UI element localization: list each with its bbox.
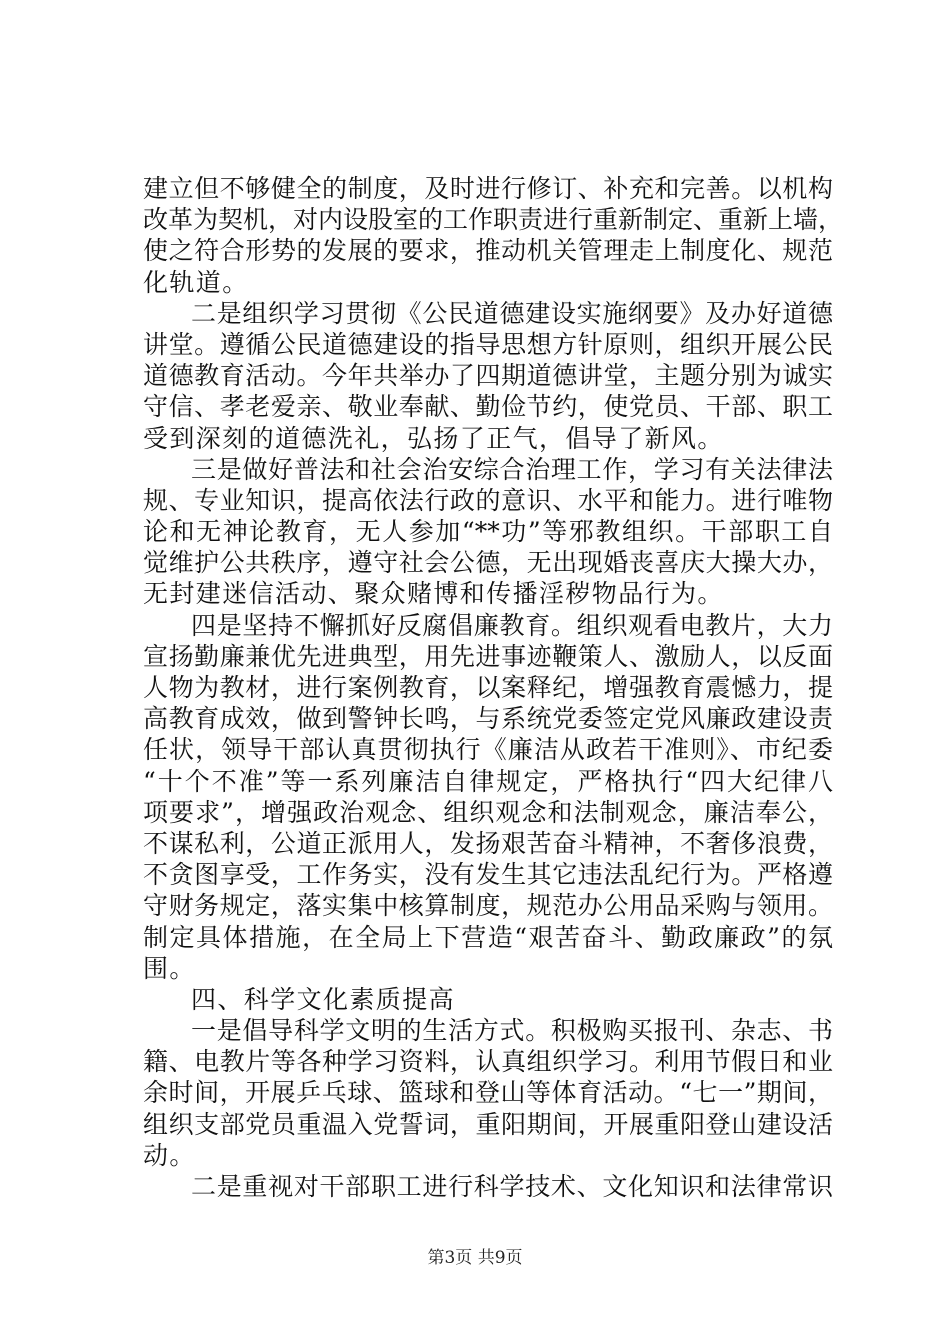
text-line: 论和无神论教育，无人参加“**功”等邪教组织。干部职工自 [143,517,833,547]
text-line: 动。 [143,1140,196,1170]
text-line: 不谋私利，公道正派用人，发扬艰苦奋斗精神，不奢侈浪费， [143,828,833,858]
body-text [143,173,844,1202]
text-line: 改革为契机，对内设股室的工作职责进行重新制定、重新上墙， [143,205,844,235]
text-line: 宣扬勤廉兼优先进典型，用先进事迹鞭策人、激励人，以反面 [143,641,833,671]
text-line: 不贪图享受，工作务实，没有发生其它违法乱纪行为。严格遵 [143,860,833,890]
text-line: 四是坚持不懈抓好反腐倡廉教育。组织观看电教片，大力 [191,610,833,640]
text-line: 觉维护公共秩序，遵守社会公德，无出现婚丧喜庆大操大办， [143,548,833,578]
text-line: 建立但不够健全的制度，及时进行修订、补充和完善。以机构 [143,174,833,203]
text-line: 籍、电教片等各种学习资料，认真组织学习。利用节假日和业 [143,1047,833,1077]
text-line: 围。 [143,953,196,983]
text-line: 人物为教材，进行案例教育，以案释纪，增强教育震憾力，提 [143,673,833,702]
text-line: 高教育成效，做到警钟长鸣，与系统党委签定党风廉政建设责 [143,704,833,734]
text-line: 二是组织学习贯彻《公民道德建设实施纲要》及办好道德 [191,298,833,328]
text-line: 余时间，开展乒乓球、篮球和登山等体育活动。“七一”期间， [143,1078,833,1108]
page-footer: 第3页 共9页 [427,1248,523,1268]
text-line: 讲堂。遵循公民道德建设的指导思想方针原则，组织开展公民 [143,329,833,359]
text-line: 化轨道。 [143,267,249,297]
text-line: 无封建迷信活动、聚众赌博和传播淫秽物品行为。 [143,579,724,609]
text-line: 一是倡导科学文明的生活方式。积极购买报刊、杂志、书 [191,1016,833,1046]
text-line: 二是重视对干部职工进行科学技术、文化知识和法律常识 [191,1172,833,1201]
text-line: 制定具体措施，在全局上下营造“艰苦奋斗、勤政廉政”的氛 [143,922,833,952]
text-line: 道德教育活动。今年共举办了四期道德讲堂，主题分别为诚实 [143,361,833,391]
text-line: 守财务规定，落实集中核算制度，规范办公用品采购与领用。 [143,891,833,921]
text-line: 项要求”，增强政治观念、组织观念和法制观念，廉洁奉公， [143,797,833,827]
text-line: 四、科学文化素质提高 [191,984,456,1014]
text-line: 组织支部党员重温入党誓词，重阳期间，开展重阳登山建设活 [143,1109,833,1139]
text-line: 任状，领导干部认真贯彻执行《廉洁从政若干准则》、市纪委 [143,735,833,765]
text-line: 受到深刻的道德洗礼，弘扬了正气，倡导了新风。 [143,423,724,453]
text-line: 三是做好普法和社会治安综合治理工作，学习有关法律法 [191,454,833,484]
text-line: 使之符合形势的发展的要求，推动机关管理走上制度化、规范 [143,236,833,266]
text-line: 规、专业知识，提高依法行政的意识、水平和能力。进行唯物 [143,485,833,515]
text-line: “十个不准”等一系列廉洁自律规定，严格执行“四大纪律八 [143,766,833,796]
text-line: 守信、孝老爱亲、敬业奉献、勤俭节约，使党员、干部、职工 [143,392,833,422]
